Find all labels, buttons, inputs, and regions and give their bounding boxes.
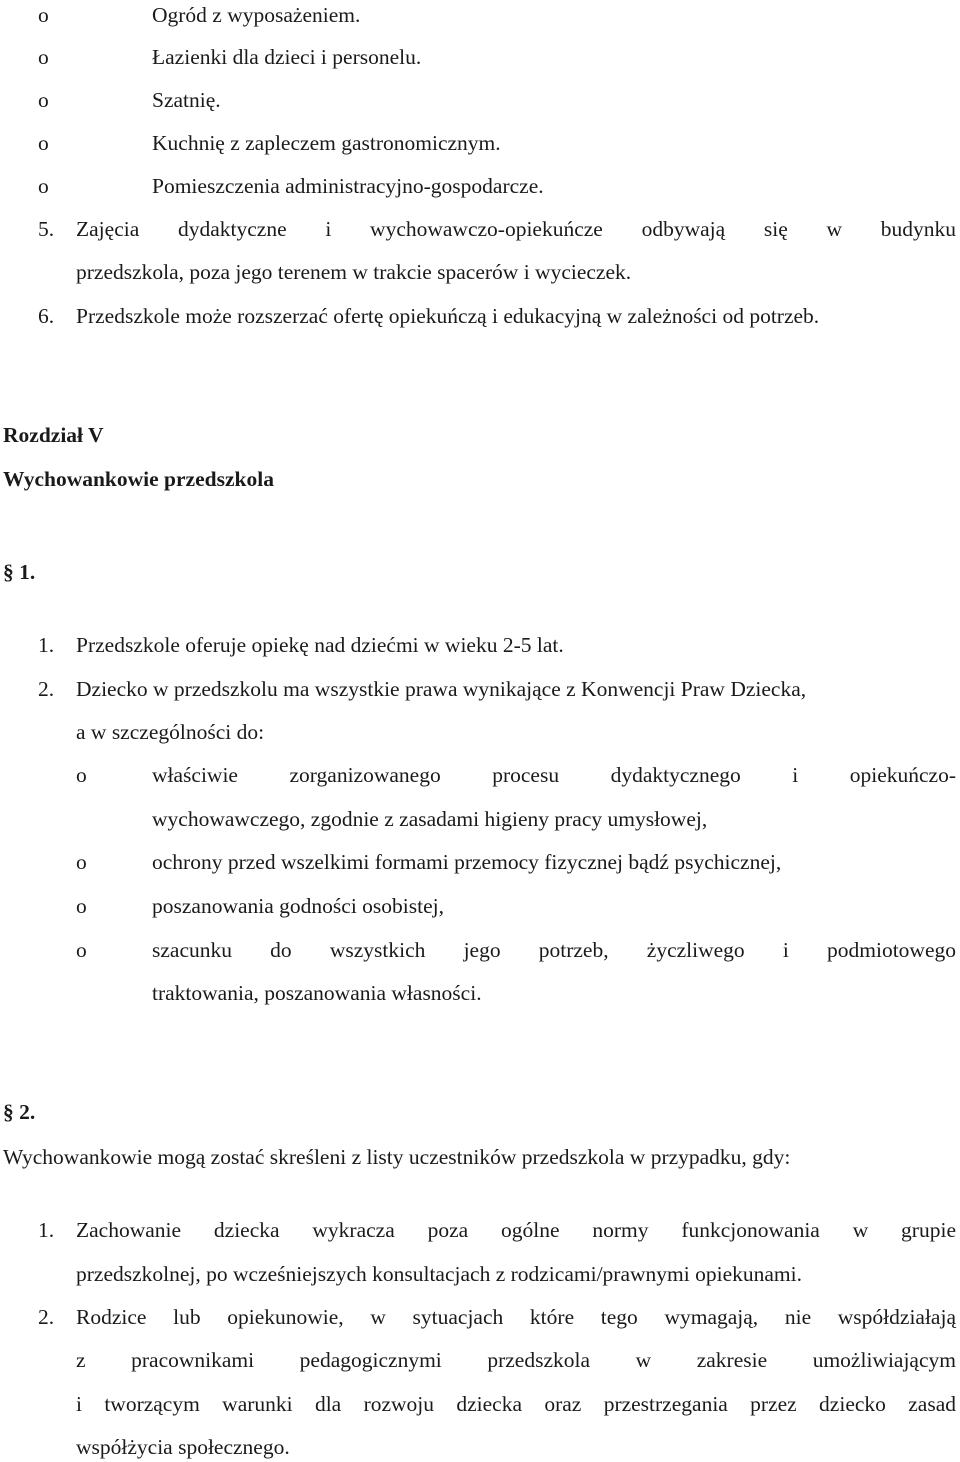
list-bullet: o — [38, 174, 49, 198]
list-item-line: szacunku do wszystkich jego potrzeb, życzliwego i podmiotowego — [152, 938, 956, 962]
list-bullet: o — [38, 45, 49, 69]
list-bullet: o — [38, 3, 49, 27]
list-bullet: o — [76, 894, 87, 918]
list-item-line: poszanowania godności osobistej, — [152, 894, 444, 918]
point-number: 6. — [38, 304, 55, 328]
list-bullet: o — [76, 850, 87, 874]
list-bullet: o — [38, 88, 49, 112]
item-text-line: a w szczególności do: — [76, 720, 265, 744]
chapter-heading: Rozdział V — [3, 423, 104, 447]
list-item: Ogród z wyposażeniem. — [152, 3, 361, 27]
list-item-line: właściwie zorganizowanego procesu dydaktycznego i opiekuńczo- — [152, 763, 956, 787]
list-item: Szatnię. — [152, 88, 221, 112]
list-item-line: ochrony przed wszelkimi formami przemocy fizycznej bądź psychicznej, — [152, 850, 782, 874]
section-label: § 2. — [3, 1100, 36, 1124]
item-text-line: Rodzice lub opiekunowie, w sytuacjach które tego wymagają, nie współdziałają — [76, 1305, 956, 1329]
list-item-line: wychowawczego, zgodnie z zasadami higieny pracy umysłowej, — [152, 807, 708, 831]
list-item: Kuchnię z zapleczem gastronomicznym. — [152, 131, 501, 155]
item-number: 1. — [38, 1218, 55, 1242]
section-label: § 1. — [3, 560, 36, 584]
item-text-line: z pracownikami pedagogicznymi przedszkola w zakresie umożliwiającym — [76, 1348, 956, 1372]
point-text-line: przedszkola, poza jego terenem w trakcie spacerów i wycieczek. — [76, 260, 632, 284]
item-text-line: przedszkolnej, po wcześniejszych konsultacjach z rodzicami/prawnymi opiekunami. — [76, 1262, 802, 1286]
chapter-title: Wychowankowie przedszkola — [3, 467, 274, 491]
section-intro: Wychowankowie mogą zostać skreśleni z listy uczestników przedszkola w przypadku, gdy: — [3, 1145, 791, 1169]
item-text-line: Dziecko w przedszkolu ma wszystkie prawa wynikające z Konwencji Praw Dziecka, — [76, 677, 807, 701]
item-text-line: i tworzącym warunki dla rozwoju dziecka oraz przestrzegania przez dziecko zasad — [76, 1392, 956, 1416]
item-number: 2. — [38, 1305, 55, 1329]
list-bullet: o — [38, 131, 49, 155]
point-number: 5. — [38, 217, 55, 241]
list-item: Pomieszczenia administracyjno-gospodarcze. — [152, 174, 544, 198]
item-text-line: Zachowanie dziecka wykracza poza ogólne normy funkcjonowania w grupie — [76, 1218, 956, 1242]
list-bullet: o — [76, 938, 87, 962]
list-item-line: traktowania, poszanowania własności. — [152, 981, 482, 1005]
point-text-line: Zajęcia dydaktyczne i wychowawczo-opiekuńcze odbywają się w budynku — [76, 217, 956, 241]
item-text: Przedszkole oferuje opiekę nad dziećmi w wieku 2-5 lat. — [76, 633, 564, 657]
item-number: 2. — [38, 677, 55, 701]
point-text-line: Przedszkole może rozszerzać ofertę opiekuńczą i edukacyjną w zależności od potrzeb. — [76, 304, 820, 328]
item-number: 1. — [38, 633, 55, 657]
list-item: Łazienki dla dzieci i personelu. — [152, 45, 422, 69]
item-text-line: współżycia społecznego. — [76, 1435, 290, 1459]
list-bullet: o — [76, 763, 87, 787]
